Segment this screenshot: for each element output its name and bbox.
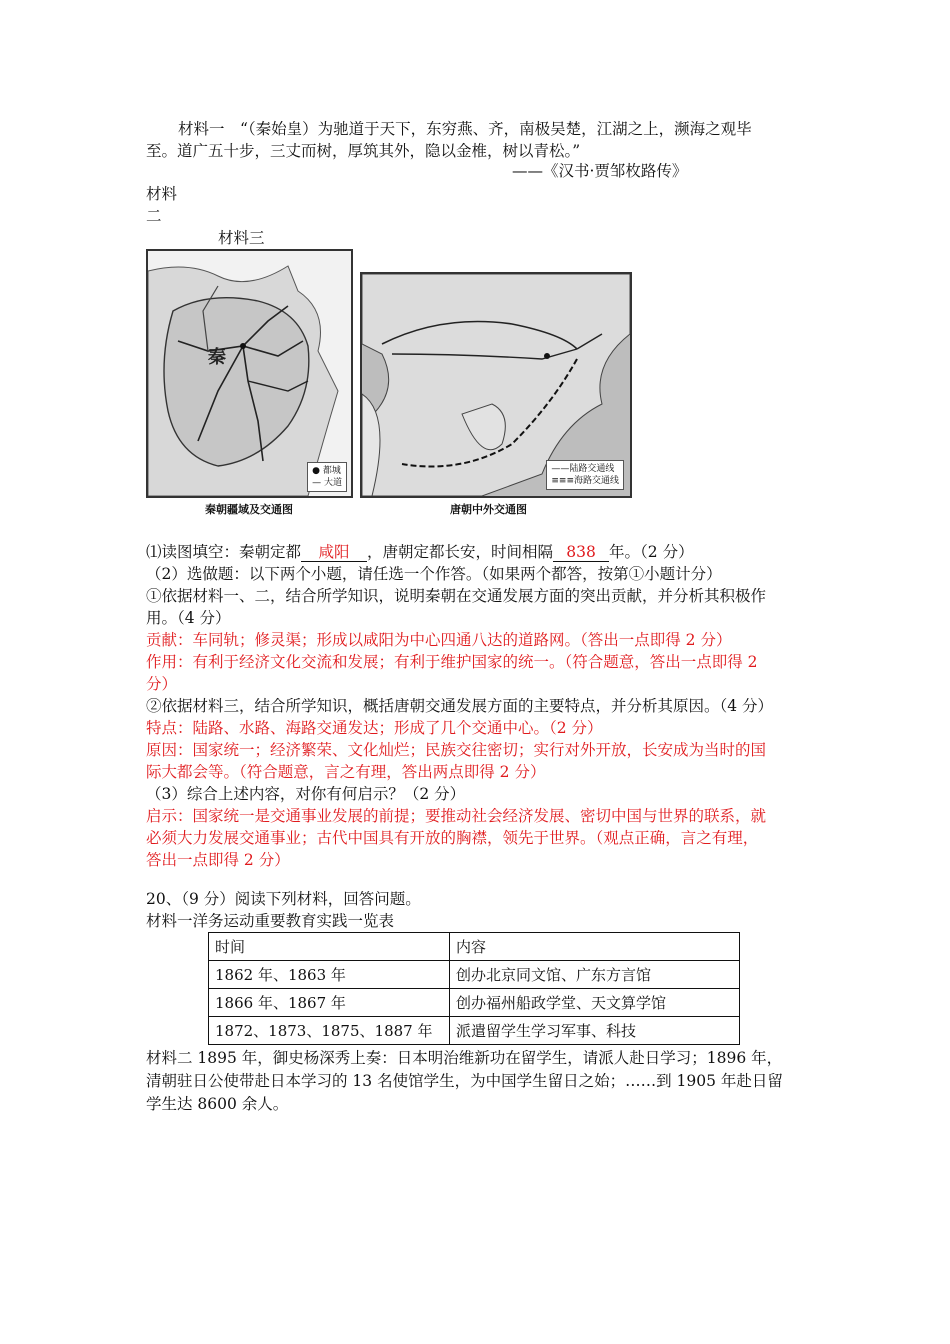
q2-ans2-line1: 特点：陆路、水路、海路交通发达；形成了几个交通中心。（2 分） [146, 719, 603, 737]
qin-map-legend [307, 462, 347, 492]
q2-ans1-line3: 分） [146, 675, 178, 693]
q1-suffix: 年。（2 分） [609, 543, 694, 561]
q20-material2-line3: 学生达 8600 余人。 [146, 1095, 289, 1113]
table-header-row [209, 933, 740, 961]
tang-map-image [360, 272, 632, 498]
legend-land-route: ——陆路交通线 [551, 464, 615, 474]
qin-map-drawing [148, 251, 351, 496]
table-row [209, 1017, 740, 1045]
q1-prefix: ⑴读图填空：秦朝定都 [146, 543, 302, 561]
q2-ans2-line3: 际大都会等。（符合题意，言之有理，答出两点即得 2 分） [146, 763, 546, 781]
q1-mid: ，唐朝定都长安，时间相隔 [367, 543, 554, 561]
q2-sub1-line2: 用。（4 分） [146, 609, 231, 627]
q3-ans-line2: 必须大力发展交通事业；古代中国具有开放的胸襟，领先于世界。（观点正确，言之有理， [146, 829, 759, 847]
q20-table-caption: 材料一洋务运动重要教育实践一览表 [146, 912, 395, 930]
q2-sub1-line1: ①依据材料一、二，结合所学知识，说明秦朝在交通发展方面的突出贡献，并分析其积极作 [146, 587, 767, 605]
table-cell-time: 1866 年、1867 年 [209, 989, 450, 1017]
q20-title: 20、（9 分）阅读下列材料，回答问题。 [146, 890, 421, 908]
table-row [209, 961, 740, 989]
table-header-content: 内容 [450, 933, 740, 961]
legend-road: — 大道 [312, 478, 342, 488]
q2-ans2-line2: 原因：国家统一；经济繁荣、文化灿烂；民族交往密切；实行对外开放，长安成为当时的国 [146, 741, 767, 759]
tang-map-caption: 唐朝中外交通图 [450, 503, 527, 516]
material2-label: 材料 [146, 185, 178, 203]
q3-ans-line1: 启示：国家统一是交通事业发展的前提；要推动社会经济发展、密切中国与世界的联系，就 [146, 807, 767, 825]
q2-intro: （2）选做题：以下两个小题，请任选一个作答。（如果两个都答，按第①小题计分） [146, 565, 722, 583]
qin-map-caption: 秦朝疆域及交通图 [205, 503, 293, 516]
q1-answer-years: 838 [553, 543, 609, 562]
table-cell-content: 派遣留学生学习军事、科技 [450, 1017, 740, 1045]
q1-answer-capital: 咸阳 [301, 543, 367, 562]
table-row [209, 989, 740, 1017]
q3-ans-line3: 答出一点即得 2 分） [146, 851, 290, 869]
q3-question: （3）综合上述内容，对你有何启示？（2 分） [146, 785, 466, 803]
legend-capital: ● 都城 [312, 466, 341, 476]
legend-sea-route: ≡≡≡海路交通线 [551, 476, 619, 486]
q2-ans1-line2: 作用：有利于经济文化交流和发展；有利于维护国家的统一。（符合题意，答出一点即得 2 [146, 653, 758, 671]
material1-line2: 至。道广五十步，三丈而树，厚筑其外，隐以金椎，树以青松。” [146, 142, 581, 160]
table-cell-time: 1872、1873、1875、1887 年 [209, 1017, 450, 1045]
material1-source: ——《汉书·贾邹枚路传》 [512, 162, 688, 180]
qin-region-label: 秦 [208, 347, 226, 368]
table-cell-time: 1862 年、1863 年 [209, 961, 450, 989]
q1-line [146, 541, 694, 563]
material1-line1: 材料一 “（秦始皇）为驰道于天下，东穷燕、齐，南极吴楚，江湖之上，濒海之观毕 [178, 120, 752, 138]
table-cell-content: 创办福州船政学堂、天文算学馆 [450, 989, 740, 1017]
education-table [208, 932, 740, 1045]
table-header-time: 时间 [209, 933, 450, 961]
material2-label-cont: 二 [146, 207, 162, 225]
table-cell-content: 创办北京同文馆、广东方言馆 [450, 961, 740, 989]
material3-label: 材料三 [218, 229, 265, 247]
qin-map-image [146, 249, 353, 498]
q20-material2-line2: 清朝驻日公使带赴日本学习的 13 名使馆学生，为中国学生留日之始；……到 1905 年赴日留 [146, 1072, 783, 1090]
q2-ans1-line1: 贡献：车同轨；修灵渠；形成以咸阳为中心四通八达的道路网。（答出一点即得 2 分） [146, 631, 732, 649]
q20-material2-line1: 材料二 1895 年，御史杨深秀上奏：日本明治维新功在留学生，请派人赴日学习；1896 年， [146, 1049, 783, 1067]
q2-sub2-line1: ②依据材料三，结合所学知识，概括唐朝交通发展方面的主要特点，并分析其原因。（4 分） [146, 697, 774, 715]
tang-map-legend [546, 460, 624, 490]
